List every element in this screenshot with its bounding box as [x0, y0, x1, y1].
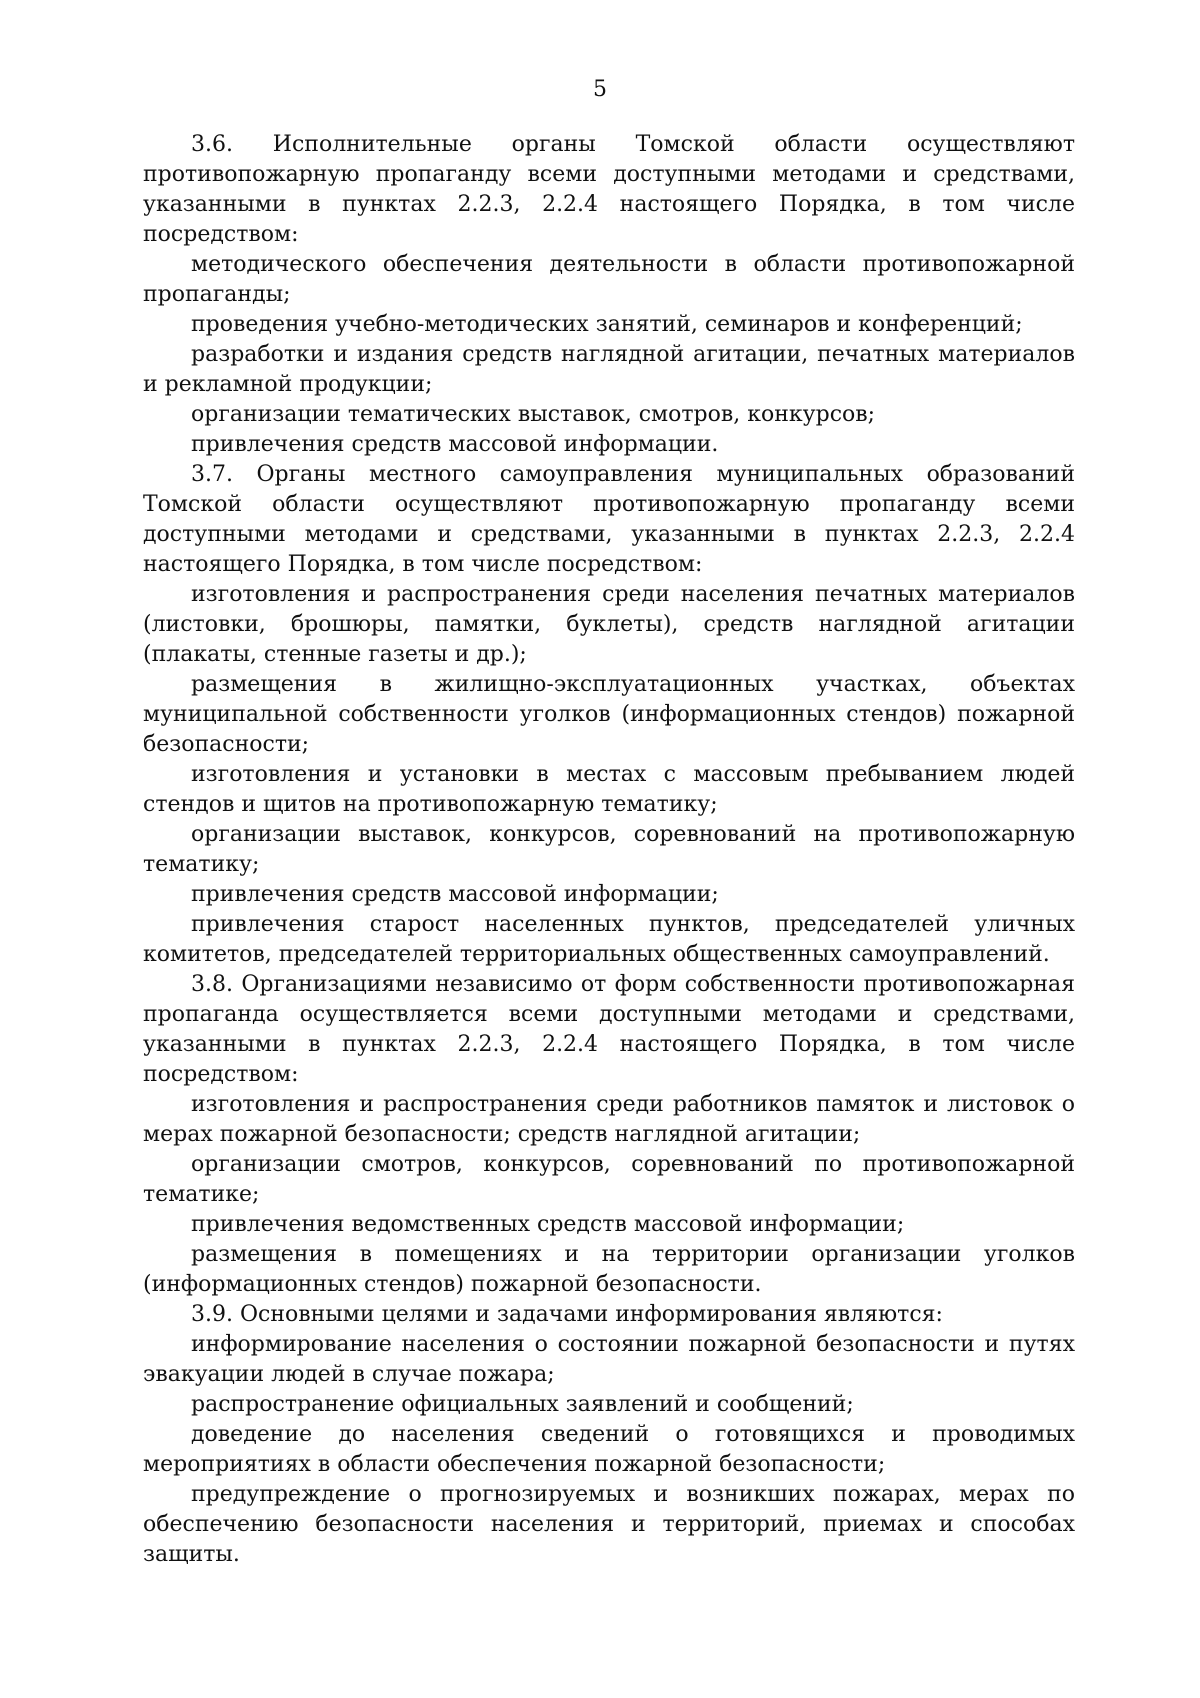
list-item: информирование населения о состоянии пожарной безопасности и путях эвакуации людей в случае пожара; — [143, 1332, 1075, 1387]
paragraph-3-9: 3.9. Основными целями и задачами информирования являются: — [191, 1302, 943, 1327]
paragraph-3-8: 3.8. Организациями независимо от форм собственности противопожарная пропаганда осуществляется всеми доступными методами и средствами, указанными в пунктах 2.2.3, 2.2.4 настоящего Порядка, в том числе посредством: — [143, 972, 1075, 1087]
list-item: доведение до населения сведений о готовящихся и проводимых мероприятиях в области обеспечения пожарной безопасности; — [143, 1422, 1075, 1477]
list-item: привлечения средств массовой информации. — [191, 432, 719, 457]
list-item: изготовления и распространения среди работников памяток и листовок о мерах пожарной безопасности; средств наглядной агитации; — [143, 1092, 1075, 1147]
list-item: разработки и издания средств наглядной агитации, печатных материалов и рекламной продукции; — [143, 342, 1075, 397]
list-item: изготовления и распространения среди населения печатных материалов (листовки, брошюры, памятки, буклеты), средств наглядной агитации (плакаты, стенные газеты и др.); — [143, 582, 1075, 667]
list-item: предупреждение о прогнозируемых и возникших пожарах, мерах по обеспечению безопасности населения и территорий, приемах и способах защиты. — [143, 1482, 1075, 1567]
paragraph-3-6: 3.6. Исполнительные органы Томской области осуществляют противопожарную пропаганду всеми доступными методами и средствами, указанными в пунктах 2.2.3, 2.2.4 настоящего Порядка, в том числе посредством: — [143, 132, 1075, 247]
list-item: привлечения средств массовой информации; — [191, 882, 719, 907]
list-item: организации выставок, конкурсов, соревнований на противопожарную тематику; — [143, 822, 1075, 877]
list-item: проведения учебно-методических занятий, семинаров и конференций; — [191, 312, 1023, 337]
list-item: распространение официальных заявлений и сообщений; — [191, 1392, 854, 1417]
list-item: привлечения ведомственных средств массовой информации; — [191, 1212, 905, 1237]
paragraph-3-7: 3.7. Органы местного самоуправления муниципальных образований Томской области осуществляют противопожарную пропаганду всеми доступными методами и средствами, указанными в пунктах 2.2.3, 2.2.4 настоящего Порядка, в том числе посредством: — [143, 462, 1075, 577]
list-item: методического обеспечения деятельности в области противопожарной пропаганды; — [143, 252, 1075, 307]
document-body — [143, 130, 1075, 1570]
list-item: размещения в помещениях и на территории организации уголков (информационных стендов) пожарной безопасности. — [143, 1242, 1075, 1297]
page-number: 5 — [593, 77, 607, 102]
list-item: привлечения старост населенных пунктов, председателей уличных комитетов, председателей территориальных общественных самоуправлений. — [143, 912, 1075, 967]
list-item: изготовления и установки в местах с массовым пребыванием людей стендов и щитов на противопожарную тематику; — [143, 762, 1075, 817]
list-item: организации тематических выставок, смотров, конкурсов; — [191, 402, 876, 427]
list-item: размещения в жилищно-эксплуатационных участках, объектах муниципальной собственности уголков (информационных стендов) пожарной безопасности; — [143, 672, 1075, 757]
list-item: организации смотров, конкурсов, соревнований по противопожарной тематике; — [143, 1152, 1075, 1207]
